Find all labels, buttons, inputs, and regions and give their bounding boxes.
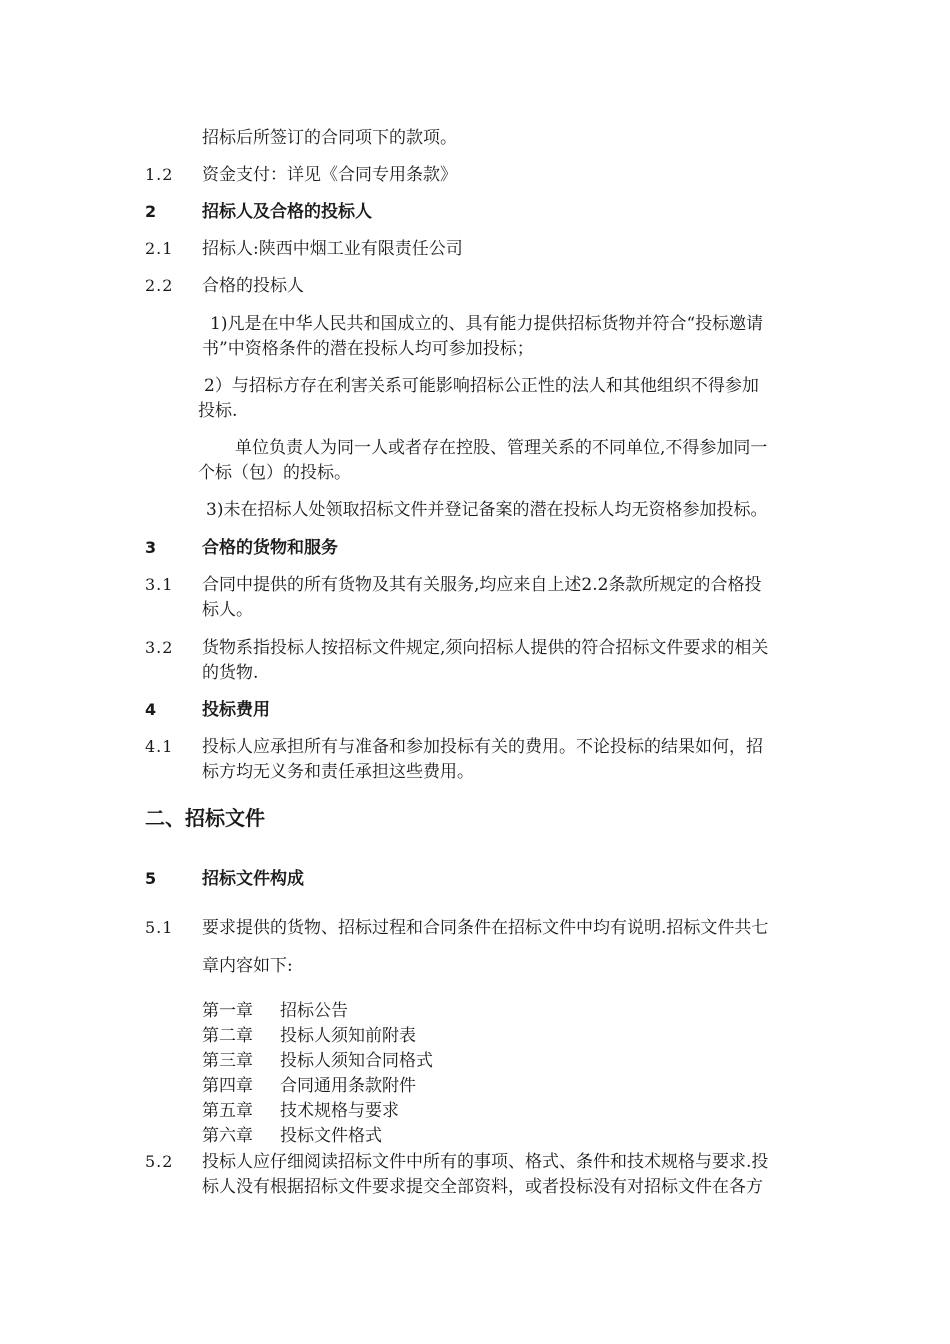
list-item-text: 2）与招标方存在利害关系可能影响招标公正性的法人和其他组织不得参加 (204, 376, 759, 396)
chapter-name: 合同通用条款附件 (280, 1076, 416, 1096)
chapter-number: 第四章 (202, 1076, 253, 1096)
chapter-number: 第五章 (202, 1101, 253, 1121)
clause-text: 章内容如下: (202, 956, 293, 976)
chapter-name: 技术规格与要求 (280, 1101, 399, 1121)
chapter-number: 第一章 (202, 1001, 253, 1021)
clause-number: 4.1 (145, 737, 174, 756)
clause-number: 5.2 (145, 1152, 174, 1171)
clause-text: 货物系指投标人按招标文件规定,须向招标人提供的符合招标文件要求的相关 (202, 638, 769, 658)
clause-text: 要求提供的货物、招标过程和合同条件在招标文件中均有说明.招标文件共七 (202, 918, 769, 938)
list-item-text: 1)凡是在中华人民共和国成立的、具有能力提供招标货物并符合“投标邀请 (210, 314, 764, 334)
chapter-number: 第二章 (202, 1026, 253, 1046)
clause-text: 投标人应仔细阅读招标文件中所有的事项、格式、条件和技术规格与要求.投 (202, 1152, 769, 1172)
clause-text: 招标人:陕西中烟工业有限责任公司 (202, 239, 463, 259)
section-title: 招标人及合格的投标人 (202, 202, 372, 222)
paragraph-text: 单位负责人为同一人或者存在控股、管理关系的不同单位,不得参加同一 (235, 438, 768, 458)
section-number: 4 (145, 700, 158, 719)
clause-text: 合同中提供的所有货物及其有关服务,均应来自上述2.2条款所规定的合格投 (202, 575, 762, 595)
list-item-text: 书”中资格条件的潜在投标人均可参加投标； (202, 339, 534, 359)
clause-number: 3.1 (145, 575, 174, 594)
clause-number: 2.1 (145, 239, 174, 258)
paragraph-text: 个标（包）的投标。 (198, 463, 351, 483)
clause-text: 资金支付：详见《合同专用条款》 (202, 165, 457, 185)
section-number: 3 (145, 538, 158, 557)
clause-text: 的货物. (202, 663, 259, 683)
clause-text: 标人没有根据招标文件要求提交全部资料，或者投标没有对招标文件在各方 (202, 1177, 763, 1197)
chapter-name: 投标人须知合同格式 (280, 1051, 433, 1071)
clause-text: 合格的投标人 (202, 276, 304, 296)
list-item-text: 投标. (198, 401, 238, 421)
clause-number: 2.2 (145, 276, 174, 295)
part-heading: 二、招标文件 (145, 806, 265, 830)
continuation-text: 招标后所签订的合同项下的款项。 (202, 128, 457, 148)
clause-number: 3.2 (145, 638, 174, 657)
list-item-text: 3)未在招标人处领取招标文件并登记备案的潜在投标人均无资格参加投标。 (206, 500, 768, 520)
chapter-number: 第三章 (202, 1051, 253, 1071)
section-number: 5 (145, 869, 158, 888)
section-title: 合格的货物和服务 (202, 538, 338, 558)
section-title: 投标费用 (202, 700, 270, 720)
chapter-name: 投标文件格式 (280, 1126, 382, 1146)
chapter-number: 第六章 (202, 1126, 253, 1146)
section-title: 招标文件构成 (202, 869, 304, 889)
chapter-name: 招标公告 (280, 1001, 348, 1021)
clause-number: 1.2 (145, 165, 174, 184)
chapter-name: 投标人须知前附表 (280, 1026, 416, 1046)
clause-number: 5.1 (145, 918, 174, 937)
section-number: 2 (145, 202, 158, 221)
clause-text: 标人。 (202, 600, 253, 620)
clause-text: 投标人应承担所有与准备和参加投标有关的费用。不论投标的结果如何，招 (202, 737, 763, 757)
clause-text: 标方均无义务和责任承担这些费用。 (202, 762, 474, 782)
